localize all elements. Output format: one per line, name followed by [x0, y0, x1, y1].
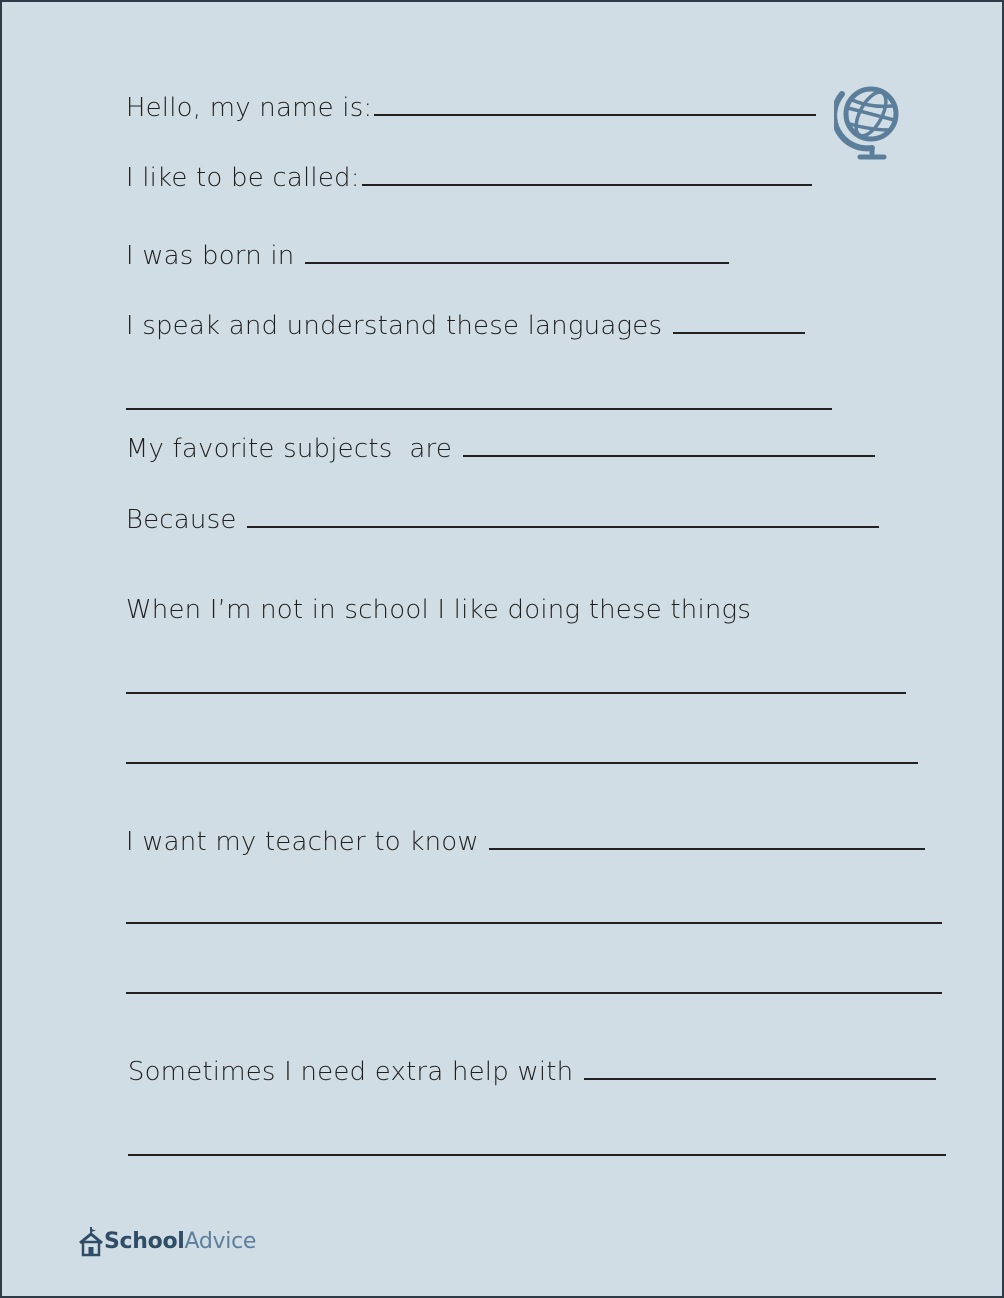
brand-name [104, 1224, 256, 1260]
subjects-label: My favorite subjects are [125, 434, 461, 464]
called-label: I like to be called: [125, 163, 360, 193]
born-label: I was born in [125, 241, 303, 271]
globe-icon [834, 78, 904, 162]
hobbies-blank-2[interactable] [126, 762, 918, 764]
brand-name-school: School [104, 1229, 185, 1254]
because-line [92, 472, 879, 568]
hobbies-label: When I’m not in school I like doing these things [125, 595, 752, 625]
because-label: Because [125, 505, 245, 535]
help-blank[interactable] [584, 1078, 936, 1080]
school-advice-logo [78, 1224, 256, 1260]
help-blank-2[interactable] [128, 1154, 946, 1156]
because-blank[interactable] [247, 526, 879, 528]
born-blank[interactable] [305, 262, 729, 264]
help-blank-line [94, 1100, 946, 1196]
teacher-blank[interactable] [489, 848, 925, 850]
teacher-blank-2[interactable] [126, 992, 942, 994]
school-house-icon [78, 1227, 104, 1257]
called-blank[interactable] [362, 184, 812, 186]
languages-label: I speak and understand these languages [125, 311, 671, 341]
hobbies-blank-line-2 [92, 708, 918, 804]
brand-name-advice: Advice [184, 1229, 257, 1254]
hobbies-blank-1[interactable] [126, 692, 906, 694]
teacher-blank-line-2 [92, 938, 942, 1034]
name-label: Hello, my name is: [125, 93, 373, 123]
teacher-label: I want my teacher to know [125, 827, 488, 857]
teacher-blank-1[interactable] [126, 922, 942, 924]
help-label: Sometimes I need extra help with [127, 1057, 582, 1087]
name-blank[interactable] [374, 114, 816, 116]
languages-blank[interactable] [673, 332, 805, 334]
subjects-blank[interactable] [463, 455, 875, 457]
